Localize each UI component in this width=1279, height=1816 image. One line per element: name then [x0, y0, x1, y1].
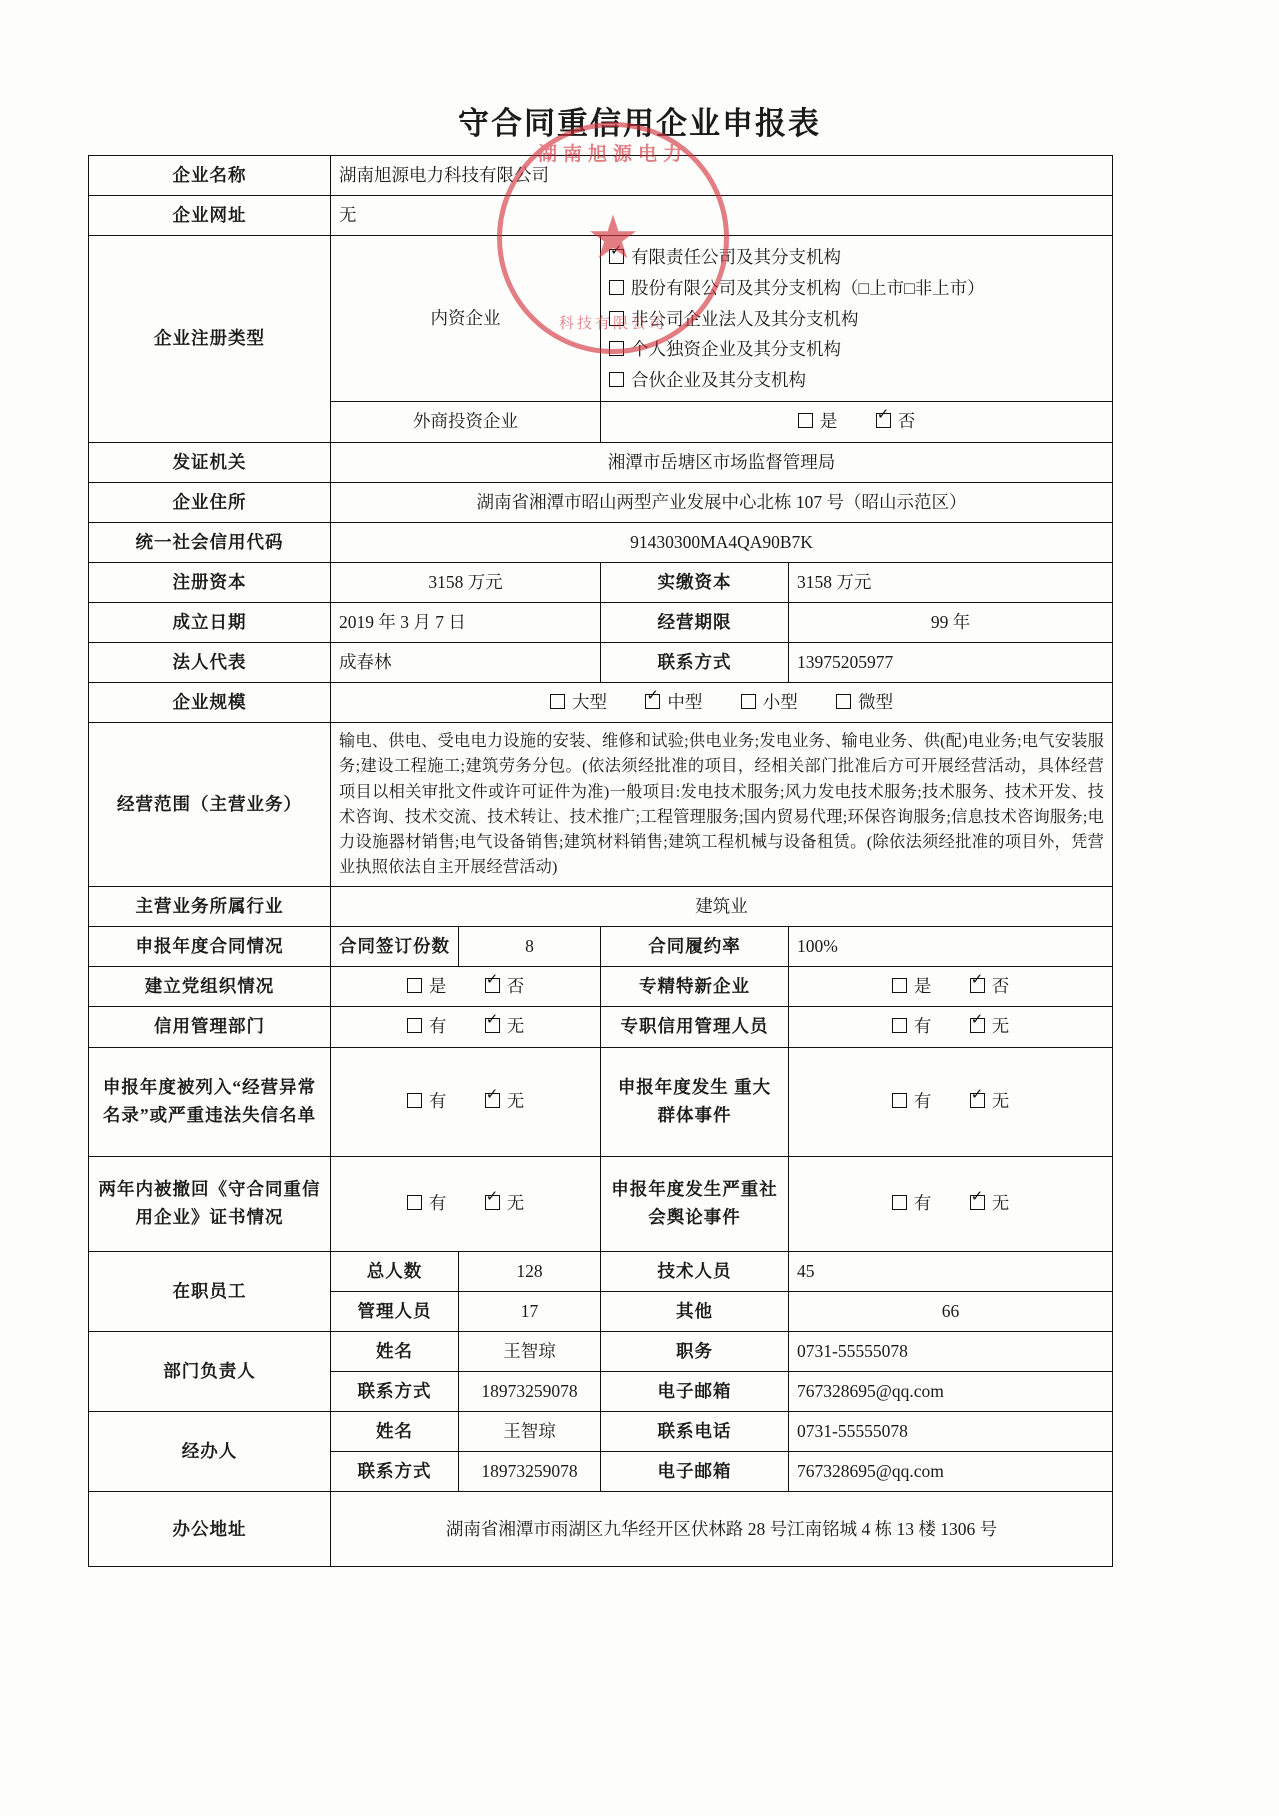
table-row	[89, 643, 1113, 683]
checkbox-icon[interactable]	[892, 1018, 907, 1033]
checkbox-icon[interactable]	[876, 413, 891, 428]
value-dept-head-name: 王智琼	[459, 1331, 601, 1371]
value-total-people: 128	[459, 1251, 601, 1291]
label-name: 姓名	[331, 1412, 459, 1452]
option-yes[interactable]	[407, 973, 447, 1000]
label-operating-period: 经营期限	[601, 603, 789, 643]
checkbox-icon[interactable]	[609, 341, 624, 356]
table-row	[89, 522, 1113, 562]
table-row	[89, 236, 1113, 402]
checkbox-icon[interactable]	[550, 694, 565, 709]
label-dept-head: 部门负责人	[89, 1331, 331, 1411]
label-main-industry: 主营业务所属行业	[89, 887, 331, 927]
label-office-address: 办公地址	[89, 1492, 331, 1567]
option-label: 无	[506, 1016, 525, 1037]
option-no[interactable]	[876, 408, 916, 435]
value-contract-performance: 100%	[789, 927, 1113, 967]
option-row[interactable]	[609, 365, 1104, 396]
label-company-scale: 企业规模	[89, 683, 331, 723]
value-dept-head-position: 0731-55555078	[789, 1331, 1113, 1371]
value-issuing-authority: 湘潭市岳塘区市场监督管理局	[331, 442, 1113, 482]
option-label: 无	[991, 1192, 1010, 1213]
table-row	[89, 723, 1113, 887]
label-legal-rep: 法人代表	[89, 643, 331, 683]
checkbox-icon[interactable]	[970, 1018, 985, 1033]
label-business-scope: 经营范围（主营业务）	[89, 723, 331, 887]
checkbox-icon[interactable]	[407, 978, 422, 993]
value-handler-contact: 18973259078	[459, 1452, 601, 1492]
label-credit-dept: 信用管理部门	[89, 1007, 331, 1047]
option-no[interactable]	[485, 973, 525, 1000]
label-email: 电子邮箱	[601, 1452, 789, 1492]
value-others: 66	[789, 1291, 1113, 1331]
option-large[interactable]	[550, 689, 607, 716]
stamp-top-text: 湖南旭源电力	[537, 144, 688, 165]
label-paid-in-capital: 实缴资本	[601, 562, 789, 602]
party-org-options	[331, 967, 601, 1007]
checkbox-icon[interactable]	[485, 1093, 500, 1108]
checkbox-icon[interactable]	[892, 978, 907, 993]
major-group-event-options	[789, 1047, 1113, 1156]
label-company-name: 企业名称	[89, 156, 331, 196]
option-has[interactable]	[892, 1013, 932, 1040]
option-has[interactable]	[407, 1190, 447, 1217]
option-label: 否	[506, 976, 525, 997]
label-handler: 经办人	[89, 1412, 331, 1492]
value-handler-name: 王智琼	[459, 1412, 601, 1452]
option-label: 无	[506, 1192, 525, 1213]
page-title: 守合同重信用企业申报表	[458, 106, 821, 141]
table-row	[89, 1047, 1113, 1156]
label-technical-staff: 技术人员	[601, 1251, 789, 1291]
checkbox-icon[interactable]	[485, 1195, 500, 1210]
label-special-new: 专精特新企业	[601, 967, 789, 1007]
declaration-form-table	[88, 155, 1113, 1567]
option-label: 微型	[858, 692, 894, 713]
label-abnormal-list: 申报年度被列入“经营异常名录”或严重违法失信名单	[89, 1047, 331, 1156]
value-contact: 13975205977	[789, 643, 1113, 683]
label-party-org: 建立党组织情况	[89, 967, 331, 1007]
table-row	[89, 1331, 1113, 1371]
checkbox-icon[interactable]	[407, 1195, 422, 1210]
table-row	[89, 1492, 1113, 1567]
option-no[interactable]	[970, 973, 1010, 1000]
option-label: 有	[913, 1192, 932, 1213]
option-yes[interactable]	[798, 408, 838, 435]
value-management-staff: 17	[459, 1291, 601, 1331]
table-row	[89, 482, 1113, 522]
option-label: 中型	[667, 692, 703, 713]
option-label: 小型	[762, 692, 798, 713]
label-contact: 联系方式	[601, 643, 789, 683]
option-none[interactable]	[485, 1190, 525, 1217]
table-row	[89, 156, 1113, 196]
label-employees: 在职员工	[89, 1251, 331, 1331]
label-position: 职务	[601, 1331, 789, 1371]
value-company-website: 无	[331, 196, 1113, 236]
checkbox-icon[interactable]	[836, 694, 851, 709]
option-label: 是	[428, 976, 447, 997]
label-management-staff: 管理人员	[331, 1291, 459, 1331]
value-paid-in-capital: 3158 万元	[789, 562, 1113, 602]
option-label: 否	[991, 976, 1010, 997]
label-revoked-cert: 两年内被撤回《守合同重信用企业》证书情况	[89, 1156, 331, 1251]
label-major-group-event: 申报年度发生 重大群体事件	[601, 1047, 789, 1156]
checkbox-icon[interactable]	[485, 978, 500, 993]
table-row	[89, 1412, 1113, 1452]
option-small[interactable]	[741, 689, 798, 716]
option-label: 有	[428, 1192, 447, 1213]
label-email: 电子邮箱	[601, 1371, 789, 1411]
option-label: 合伙企业及其分支机构	[631, 369, 806, 390]
value-dept-head-contact: 18973259078	[459, 1371, 601, 1411]
value-main-industry: 建筑业	[331, 887, 1113, 927]
table-row	[89, 967, 1113, 1007]
table-row	[89, 927, 1113, 967]
revoked-cert-options	[331, 1156, 601, 1251]
label-issuing-authority: 发证机关	[89, 442, 331, 482]
option-row[interactable]	[609, 334, 1104, 365]
option-has[interactable]	[407, 1013, 447, 1040]
checkbox-icon[interactable]	[609, 372, 624, 387]
option-label: 无	[991, 1090, 1010, 1111]
option-label: 无	[506, 1090, 525, 1111]
credit-staff-options	[789, 1007, 1113, 1047]
table-row	[89, 603, 1113, 643]
checkbox-icon[interactable]	[609, 280, 624, 295]
label-name: 姓名	[331, 1331, 459, 1371]
label-phone: 联系电话	[601, 1412, 789, 1452]
option-micro[interactable]	[836, 689, 893, 716]
label-credit-staff: 专职信用管理人员	[601, 1007, 789, 1047]
label-company-address: 企业住所	[89, 482, 331, 522]
checkbox-icon[interactable]	[798, 413, 813, 428]
label-contract-count: 合同签订份数	[331, 927, 459, 967]
value-registered-capital: 3158 万元	[331, 562, 601, 602]
label-registered-capital: 注册资本	[89, 562, 331, 602]
checkbox-icon[interactable]	[892, 1093, 907, 1108]
checkbox-icon[interactable]	[970, 1093, 985, 1108]
domestic-options-group	[601, 236, 1113, 402]
option-none[interactable]	[970, 1013, 1010, 1040]
label-company-website: 企业网址	[89, 196, 331, 236]
checkbox-icon[interactable]	[970, 1195, 985, 1210]
checkbox-icon[interactable]	[970, 978, 985, 993]
value-handler-email: 767328695@qq.com	[789, 1452, 1113, 1492]
table-row	[89, 562, 1113, 602]
value-operating-period: 99 年	[789, 603, 1113, 643]
table-row	[89, 1156, 1113, 1251]
checkbox-icon[interactable]	[609, 249, 624, 264]
table-row	[89, 887, 1113, 927]
checkbox-icon[interactable]	[407, 1018, 422, 1033]
label-credit-code: 统一社会信用代码	[89, 522, 331, 562]
label-contract-performance: 合同履约率	[601, 927, 789, 967]
value-office-address: 湖南省湘潭市雨湖区九华经开区伏林路 28 号江南铭城 4 栋 13 楼 1306 号	[331, 1492, 1113, 1567]
table-row	[89, 683, 1113, 723]
label-total-people: 总人数	[331, 1251, 459, 1291]
value-established-date: 2019 年 3 月 7 日	[331, 603, 601, 643]
checkbox-icon[interactable]	[485, 1018, 500, 1033]
label-others: 其他	[601, 1291, 789, 1331]
label-domestic-enterprise: 内资企业	[331, 236, 601, 402]
option-none[interactable]	[485, 1088, 525, 1115]
option-label: 否	[897, 411, 916, 432]
stamp-bottom-text: 科技有限公司	[558, 316, 667, 332]
option-label: 有	[913, 1090, 932, 1111]
value-legal-rep: 成春林	[331, 643, 601, 683]
checkbox-icon[interactable]	[892, 1195, 907, 1210]
option-yes[interactable]	[892, 973, 932, 1000]
checkbox-icon[interactable]	[407, 1093, 422, 1108]
option-row[interactable]	[609, 273, 1104, 304]
option-label: 是	[913, 976, 932, 997]
label-foreign-enterprise: 外商投资企业	[331, 402, 601, 442]
option-label: 非公司企业法人及其分支机构	[631, 308, 859, 329]
value-company-name: 湖南旭源电力科技有限公司	[331, 156, 1113, 196]
value-contract-count: 8	[459, 927, 601, 967]
label-contact-way: 联系方式	[331, 1371, 459, 1411]
option-has[interactable]	[892, 1190, 932, 1217]
option-label: 有	[428, 1016, 447, 1037]
special-new-options	[789, 967, 1113, 1007]
checkbox-icon[interactable]	[741, 694, 756, 709]
value-handler-phone: 0731-55555078	[789, 1412, 1113, 1452]
option-label: 有限责任公司及其分支机构	[631, 247, 841, 268]
stamp-star-icon: ★	[586, 205, 640, 271]
option-none[interactable]	[970, 1190, 1010, 1217]
checkbox-icon[interactable]	[645, 694, 660, 709]
label-contact-way: 联系方式	[331, 1452, 459, 1492]
option-label: 有	[913, 1016, 932, 1037]
foreign-options-group	[601, 402, 1113, 442]
table-row	[89, 1007, 1113, 1047]
option-none[interactable]	[970, 1088, 1010, 1115]
option-label: 有	[428, 1090, 447, 1111]
credit-dept-options	[331, 1007, 601, 1047]
option-has[interactable]	[407, 1088, 447, 1115]
company-scale-options	[331, 683, 1113, 723]
label-year-contract: 申报年度合同情况	[89, 927, 331, 967]
label-public-opinion-event: 申报年度发生严重社会舆论事件	[601, 1156, 789, 1251]
value-company-address: 湖南省湘潭市昭山两型产业发展中心北栋 107 号（昭山示范区）	[331, 482, 1113, 522]
option-medium[interactable]	[645, 689, 702, 716]
table-row	[89, 1251, 1113, 1291]
option-has[interactable]	[892, 1088, 932, 1115]
value-business-scope: 输电、供电、受电电力设施的安装、维修和试验;供电业务;发电业务、输电业务、供(配)电业务;电气安装服务;建设工程施工;建筑劳务分包。(依法须经批准的项目，经相关部门批准后方可开展经营活动，具体经营项目以相关审批文件或许可证件为准)一般项目:发电技术服务;风力发电技术服务;技术服务、技术开发、技术咨询、技术交流、技术转让、技术推广;工程管理服务;国内贸易代理;环保咨询服务;信息技术咨询服务;电力设施器材销售;电气设备销售;建筑材料销售;建筑工程机械与设备租赁。(除依法须经批准的项目外，凭营业执照依法自主开展经营活动)	[331, 723, 1113, 887]
public-opinion-event-options	[789, 1156, 1113, 1251]
value-dept-head-email: 767328695@qq.com	[789, 1371, 1113, 1411]
option-label: 是	[819, 411, 838, 432]
checkbox-icon[interactable]	[609, 311, 624, 326]
label-registration-type: 企业注册类型	[89, 236, 331, 442]
option-label: 个人独资企业及其分支机构	[631, 339, 841, 360]
option-label: 大型	[571, 692, 607, 713]
table-row	[89, 442, 1113, 482]
option-row[interactable]	[609, 304, 1104, 335]
option-row[interactable]	[609, 242, 1104, 273]
abnormal-list-options	[331, 1047, 601, 1156]
value-credit-code: 91430300MA4QA90B7K	[331, 522, 1113, 562]
value-technical-staff: 45	[789, 1251, 1113, 1291]
option-label: 无	[991, 1016, 1010, 1037]
option-none[interactable]	[485, 1013, 525, 1040]
table-row	[89, 196, 1113, 236]
label-established-date: 成立日期	[89, 603, 331, 643]
option-label: 股份有限公司及其分支机构（□上市□非上市）	[631, 277, 985, 298]
